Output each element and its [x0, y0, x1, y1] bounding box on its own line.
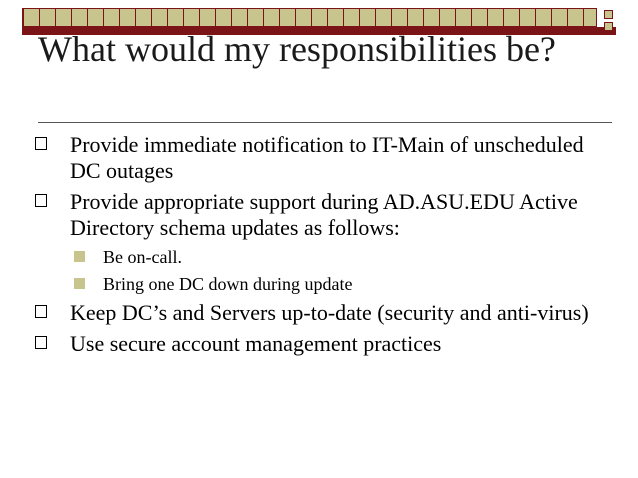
bullet-item	[70, 300, 610, 326]
bullet-item	[70, 189, 610, 241]
corner-square-icon	[604, 10, 613, 19]
square-bullet-icon	[35, 194, 47, 207]
bullet-item	[70, 331, 610, 357]
bullet-text: Provide immediate notification to IT-Main of unscheduled DC outages	[70, 132, 584, 183]
square-bullet-icon	[35, 137, 47, 150]
filled-square-bullet-icon	[74, 251, 85, 262]
corner-square-icon	[604, 22, 613, 31]
bullet-text: Keep DC’s and Servers up-to-date (security and anti-virus)	[70, 300, 589, 325]
sub-bullet-text: Bring one DC down during update	[103, 274, 353, 294]
bullet-text: Provide appropriate support during AD.ASU.EDU Active Directory schema updates as follows:	[70, 189, 578, 240]
sub-bullet-item	[103, 246, 603, 268]
square-bullet-icon	[35, 336, 47, 349]
filled-square-bullet-icon	[74, 278, 85, 289]
striped-banner	[22, 8, 597, 27]
bullet-item	[70, 132, 610, 184]
slide-body	[0, 132, 638, 362]
title-divider	[38, 122, 612, 123]
slide-title: What would my responsibilities be?	[38, 29, 556, 69]
sub-bullet-text: Be on-call.	[103, 247, 182, 267]
bullet-text: Use secure account management practices	[70, 331, 442, 356]
sub-bullet-item	[103, 273, 603, 295]
square-bullet-icon	[35, 305, 47, 318]
